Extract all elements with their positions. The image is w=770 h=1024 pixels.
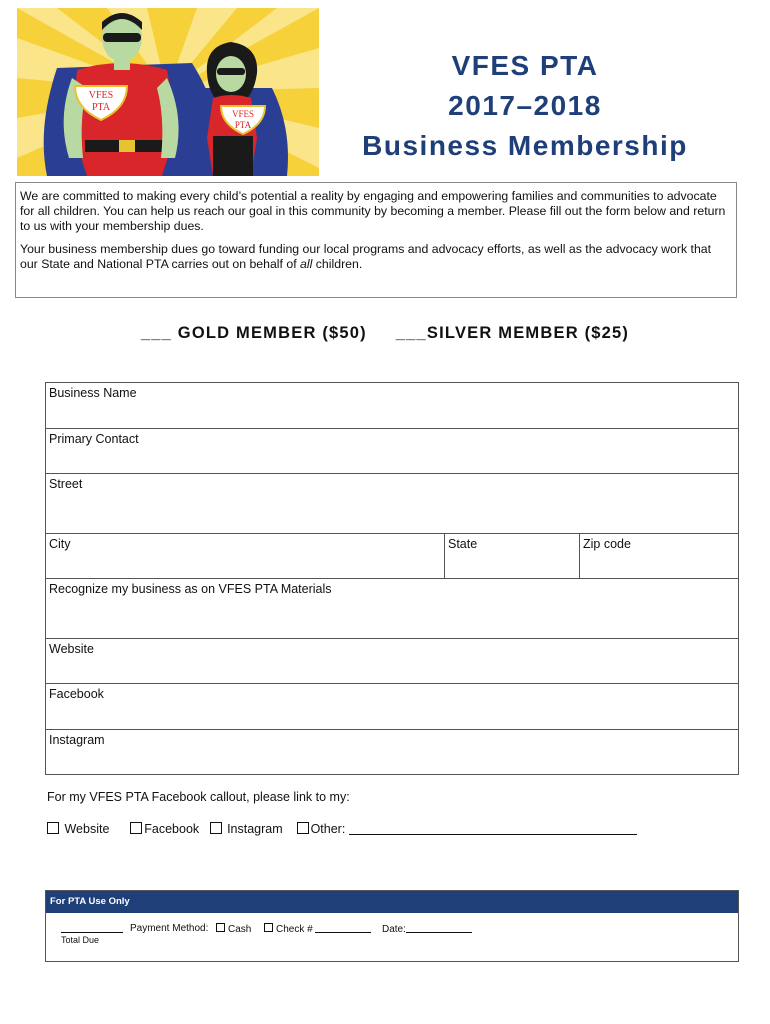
other-option[interactable]	[297, 822, 637, 836]
business-name-row[interactable]	[46, 383, 738, 429]
intro-p2-end: children.	[312, 257, 363, 271]
facebook-row[interactable]	[46, 684, 738, 730]
superhero-illustration	[17, 8, 319, 176]
facebook-checkbox[interactable]	[130, 822, 142, 834]
website-checkbox[interactable]	[47, 822, 59, 834]
primary-contact-row[interactable]	[46, 429, 738, 474]
instagram-option[interactable]	[210, 822, 283, 836]
intro-box	[15, 182, 737, 298]
street-label: Street	[49, 477, 83, 491]
state-field[interactable]	[444, 534, 579, 578]
pta-use-header: For PTA Use Only	[46, 891, 738, 913]
date-line[interactable]	[406, 923, 472, 933]
other-option-label: Other:	[310, 822, 346, 836]
website-option[interactable]	[47, 822, 109, 836]
instagram-option-label: Instagram	[227, 822, 283, 836]
website-option-label: Website	[64, 822, 110, 836]
badge-left-line2: PTA	[91, 102, 111, 113]
badge-right-line2: PTA	[234, 120, 252, 130]
zip-label: Zip code	[583, 537, 631, 551]
silver-member-option[interactable]: ___SILVER MEMBER ($25)	[395, 324, 630, 342]
callout-prompt: For my VFES PTA Facebook callout, please link to my:	[47, 790, 350, 804]
zip-field[interactable]	[579, 534, 738, 578]
intro-paragraph-1: We are committed to making every child’s potential a reality by engaging and empowering families and communities to advocate for all children. You can help us reach our goal in this community by becoming a member. Please fill out the form below and return to us with your membership dues.	[20, 189, 726, 233]
callout-options	[47, 822, 637, 836]
instagram-label: Instagram	[49, 733, 105, 747]
facebook-option[interactable]	[130, 822, 199, 836]
cash-label: Cash	[228, 924, 252, 935]
superhero-art	[17, 8, 319, 176]
check-option[interactable]	[264, 923, 371, 935]
cash-option[interactable]	[216, 923, 251, 935]
city-field[interactable]	[46, 534, 444, 578]
other-checkbox[interactable]	[297, 822, 309, 834]
recognize-label: Recognize my business as on VFES PTA Materials	[49, 582, 332, 596]
recognize-row[interactable]	[46, 579, 738, 639]
date-label: Date:	[382, 924, 406, 935]
intro-paragraph-2	[20, 242, 732, 272]
other-input-line[interactable]	[349, 824, 637, 835]
payment-method-label: Payment Method:	[130, 923, 209, 934]
check-checkbox[interactable]	[264, 923, 273, 932]
badge-right-line1: VFES	[231, 109, 255, 119]
date-field[interactable]	[382, 923, 472, 935]
website-row[interactable]	[46, 639, 738, 684]
facebook-label: Facebook	[49, 687, 104, 701]
check-label: Check #	[276, 924, 313, 935]
cash-checkbox[interactable]	[216, 923, 225, 932]
title-org: VFES PTA	[451, 50, 599, 81]
business-name-label: Business Name	[49, 386, 137, 400]
check-number-line[interactable]	[315, 923, 371, 933]
city-state-zip-row	[46, 534, 738, 579]
intro-p2-emphasis: all	[300, 257, 313, 271]
pta-use-box	[45, 890, 739, 962]
street-row[interactable]	[46, 474, 738, 534]
title-year: 2017–2018	[448, 90, 602, 121]
title-membership: Business Membership	[362, 130, 688, 161]
state-label: State	[448, 537, 478, 551]
primary-contact-label: Primary Contact	[49, 432, 139, 446]
city-label: City	[49, 537, 71, 551]
gold-member-option[interactable]: ___ GOLD MEMBER ($50)	[140, 324, 367, 342]
business-form	[45, 382, 739, 775]
facebook-option-label: Facebook	[144, 822, 200, 836]
website-label: Website	[49, 642, 94, 656]
instagram-checkbox[interactable]	[210, 822, 222, 834]
membership-levels	[0, 324, 770, 343]
intro-p2-text: Your business membership dues go toward funding our local programs and advocacy efforts, as well as the advocacy work that our State and National PTA carries out on behalf of	[20, 242, 712, 271]
total-due-label: Total Due	[61, 935, 100, 945]
total-due-line[interactable]	[61, 923, 123, 933]
badge-left-line1: VFES	[88, 90, 114, 101]
instagram-row[interactable]	[46, 730, 738, 774]
